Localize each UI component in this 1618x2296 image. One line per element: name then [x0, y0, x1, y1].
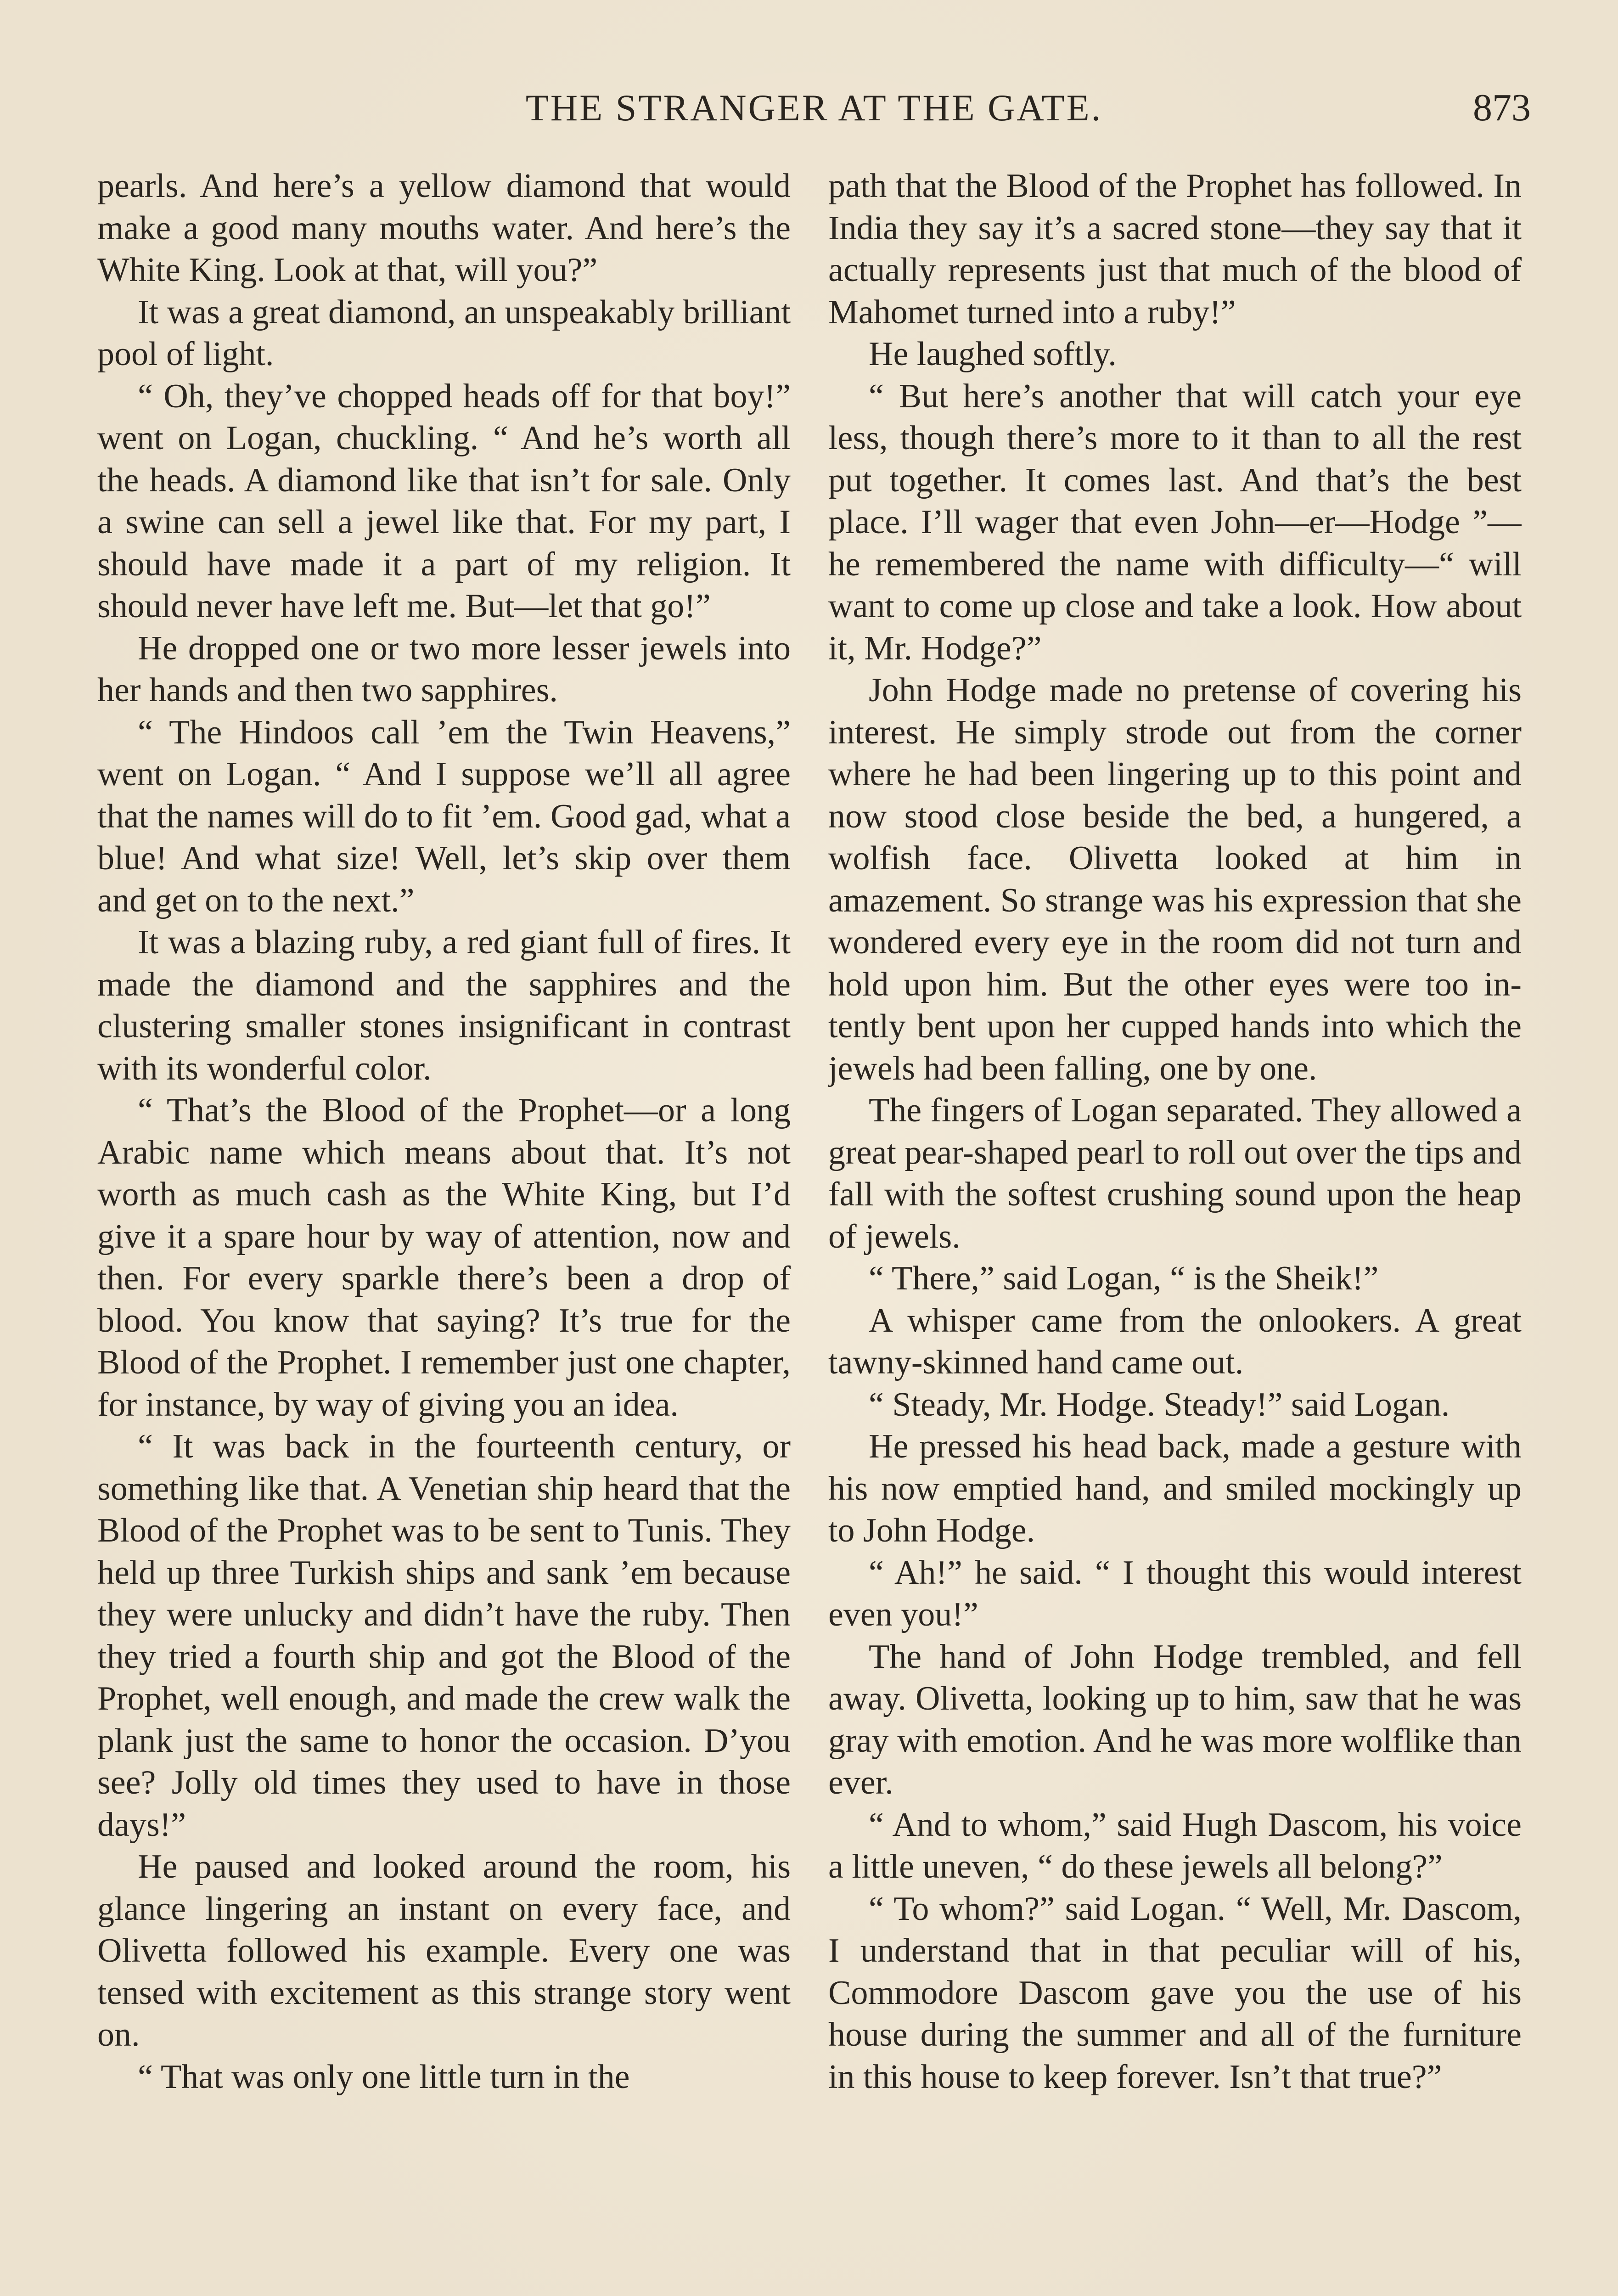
paragraph: “ That was only one little turn in the	[138, 2058, 630, 2096]
paragraph: It was a great diamond, an unspeakably brilliant pool of light.	[97, 293, 791, 373]
paragraph: “ There,” said Logan, “ is the Sheik!”	[869, 1260, 1379, 1297]
paragraph: A whisper came from the onlookers. A great tawny-skinned hand came out.	[828, 1301, 1522, 1381]
paragraph: “ The Hindoos call ’em the Twin Heavens,” went on Logan. “ And I suppose we’ll all agree that the names will do to fit ’em. Good gad, what a blue! And what size! Well, let’s skip over them and get on to the next.”	[97, 713, 791, 919]
paragraph: “ That’s the Blood of the Prophet—or a long Arabic name which means about that. It’s not worth as much cash as the White King, but I’d give it a spare hour by way of attention, now and then. For every sparkle there’s been a drop of blood. You know that saying? It’s true for the Blood of the Prophet. I remember just one chapter, for instance, by way of giving you an idea.	[97, 1092, 791, 1424]
page-number: 873	[1473, 86, 1531, 129]
paragraph: He paused and looked around the room, his glance lingering an instant on every face, and Olivetta followed his example. Every one was tensed with excitement as this strange story went on.	[97, 1848, 791, 2054]
paragraph: “ To whom?” said Logan. “ Well, Mr. Dascom, I understand that in that peculiar will of his, Commodore Dascom gave you the use of his house during the summer and all of the furniture in this house to keep forever. Isn’t that true?”	[828, 1890, 1522, 2096]
paragraph: “ And to whom,” said Hugh Dascom, his voice a little uneven, “ do these jewels all belong?”	[828, 1806, 1522, 1885]
paragraph: The hand of John Hodge trembled, and fell away. Olivetta, looking up to him, saw that he was gray with emotion. And he was more wolflike than ever.	[828, 1638, 1522, 1801]
paragraph: He dropped one or two more lesser jewels into her hands and then two sapphires.	[97, 629, 791, 709]
paragraph: “ Oh, they’ve chopped heads off for that boy!” went on Logan, chuckling. “ And he’s worth all the heads. A diamond like that isn’t for sale. Only a swine can sell a jewel like that. For my part, I should have made it a part of my religion. It should never have left me. But—let that go!”	[97, 377, 791, 625]
paragraph: path that the Blood of the Prophet has followed. In India they say it’s a sacred stone—they say that it actually represents just that much of the blood of Mahomet turned into a ruby!”	[828, 167, 1522, 331]
left-column	[97, 165, 791, 2296]
paragraph: John Hodge made no pretense of covering his interest. He simply strode out from the corner where he had been lingering up to this point and now stood close beside the bed, a hungered, a wolfish face. Olivetta looked at him in amazement. So strange was his expression that she wondered every eye in the room did not turn and hold upon him. But the other eyes were too intently bent upon her cupped hands into which the jewels had been falling, one by one.	[828, 671, 1522, 1087]
paragraph: “ But here’s another that will catch your eye less, though there’s more to it than to all the rest put together. It comes last. And that’s the best place. I’ll wager that even John—er—Hodge ”—he remembered the name with difficulty—“ will want to come up close and take a look. How about it, Mr. Hodge?”	[828, 377, 1522, 667]
paragraph: It was a blazing ruby, a red giant full of fires. It made the diamond and the sapphires and the clustering smaller stones insignificant in contrast with its wonderful color.	[97, 923, 791, 1087]
paragraph: He laughed softly.	[869, 335, 1117, 373]
running-title: THE STRANGER AT THE GATE.	[525, 87, 1103, 129]
paragraph: “ Steady, Mr. Hodge. Steady!” said Logan.	[869, 1385, 1450, 1424]
page-header	[97, 83, 1531, 138]
paragraph: He pressed his head back, made a gesture with his now emptied hand, and smiled mockingly up to John Hodge.	[828, 1428, 1522, 1549]
paragraph: The fingers of Logan separated. They allowed a great pear-shaped pearl to roll out over the tips and fall with the softest crushing sound upon the heap of jewels.	[828, 1092, 1522, 1255]
right-column	[828, 165, 1522, 2296]
paragraph: “ It was back in the fourteenth century, or something like that. A Venetian ship heard that the Blood of the Prophet was to be sent to Tunis. They held up three Turkish ships and sank ’em because they were unlucky and didn’t have the ruby. Then they tried a fourth ship and got the Blood of the Prophet, well enough, and made the crew walk the plank just the same to honor the occasion. D’you see? Jolly old times they used to have in those days!”	[97, 1428, 791, 1844]
text-columns	[97, 165, 1535, 2296]
paragraph: “ Ah!” he said. “ I thought this would interest even you!”	[828, 1553, 1522, 1633]
paragraph: pearls. And here’s a yellow diamond that would make a good many mouths water. And here’s the White King. Look at that, will you?”	[97, 167, 791, 289]
